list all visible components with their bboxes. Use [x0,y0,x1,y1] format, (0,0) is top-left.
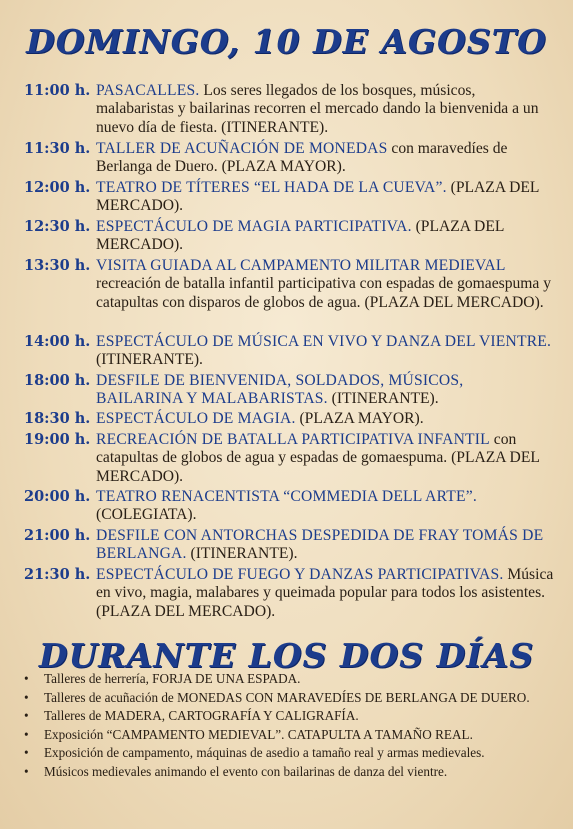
event-name: VISITA GUIADA AL CAMPAMENTO MILITAR MEDIEVAL [96,257,506,274]
event-desc: (ITINERANTE). [327,390,439,408]
list-item [18,671,558,687]
list-item-text: Talleres de herrería, FORJA DE UNA ESPADA. [44,671,301,686]
list-item [18,727,558,743]
bullet-icon: • [24,726,29,742]
schedule-item [24,218,554,255]
activity-list [18,671,558,782]
schedule-item [24,431,554,486]
event-name: ESPECTÁCULO DE FUEGO Y DANZAS PARTICIPATIVAS. [96,566,504,583]
schedule-item [24,82,554,137]
event-time: 11:30 h. [24,140,91,157]
event-desc: Música en vivo, magia, malabares y queimada popular para todos los asistentes. (PLAZA DEL MERCADO). [96,566,554,620]
event-time: 21:00 h. [24,527,91,544]
event-name: DESFILE CON ANTORCHAS DESPEDIDA DE FRAY TOMÁS DE BERLANGA. [96,527,544,563]
list-item-text: Talleres de acuñación de MONEDAS CON MARAVEDÍES DE BERLANGA DE DUERO. [44,689,530,705]
event-desc: con maravedíes de Berlanga de Duero. (PLAZA MAYOR). [96,140,508,176]
event-name: ESPECTÁCULO DE MÚSICA EN VIVO Y DANZA DEL VIENTRE. [96,333,552,350]
event-desc: (COLEGIATA). [96,506,197,524]
event-time: 12:30 h. [24,218,91,235]
list-item-text: Exposición “CAMPAMENTO MEDIEVAL”. CATAPULTA A TAMAÑO REAL. [44,726,473,742]
event-time: 21:30 h. [24,566,91,583]
schedule-item [24,179,554,216]
schedule-item [24,140,554,177]
event-name: TEATRO DE TÍTERES “EL HADA DE LA CUEVA”. [96,179,447,196]
schedule-item [24,372,554,409]
list-item [18,764,558,780]
event-desc: Los seres llegados de los bosques, músicos, malabaristas y bailarinas recorren el mercado dando la bienvenida a un nuevo día de fiesta. (ITINERANTE). [96,82,539,136]
page-title: DOMINGO, 10 DE AGOSTO [26,22,547,61]
event-time: 13:30 h. [24,257,91,274]
schedule-item [24,333,554,370]
event-time: 14:00 h. [24,333,91,350]
event-name: TALLER DE ACUÑACIÓN DE MONEDAS [96,140,388,157]
event-time: 18:30 h. [24,410,91,427]
event-time: 18:00 h. [24,372,91,389]
bullet-icon: • [24,763,29,779]
event-name: ESPECTÁCULO DE MAGIA PARTICIPATIVA. [96,218,412,235]
event-desc: (PLAZA DEL MERCADO). [96,179,539,215]
event-desc: (PLAZA MAYOR). [295,410,424,427]
bullet-icon: • [24,671,29,686]
event-name: DESFILE DE BIENVENIDA, SOLDADOS, MÚSICOS, BAILARINA Y MALABARISTAS. [96,372,464,408]
list-item [18,745,558,761]
event-desc: (ITINERANTE). [96,351,203,369]
list-item [18,690,558,706]
list-item-text: Talleres de MADERA, CARTOGRAFÍA Y CALIGRAFÍA. [44,708,359,723]
list-item-text: Exposición de campamento, máquinas de asedio a tamaño real y armas medievales. [44,745,485,760]
schedule-item [24,488,554,525]
event-desc: recreación de batalla infantil participativa con espadas de gomaespuma y catapultas con disparos de globos de agua. (PLAZA DEL MERCADO). [96,275,552,311]
list-item [18,708,558,724]
bullet-icon: • [24,689,29,705]
event-time: 20:00 h. [24,488,91,505]
schedule-item [24,527,554,564]
event-name: PASACALLES. [96,82,200,99]
bullet-icon: • [24,745,29,760]
event-name: ESPECTÁCULO DE MAGIA. [96,410,296,427]
section-title: DURANTE LOS DOS DÍAS [38,636,535,675]
schedule-item [24,566,554,621]
event-desc: (ITINERANTE). [186,545,298,563]
bullet-icon: • [24,708,29,723]
schedule-item [24,257,554,312]
event-name: TEATRO RENACENTISTA “COMMEDIA DELL ARTE”. [96,488,477,505]
event-time: 12:00 h. [24,179,91,196]
list-item-text: Músicos medievales animando el evento con bailarinas de danza del vientre. [44,763,448,779]
event-desc: (PLAZA DEL MERCADO). [96,218,504,254]
event-time: 11:00 h. [24,82,91,99]
event-name: RECREACIÓN DE BATALLA PARTICIPATIVA INFANTIL [96,431,490,448]
schedule-item [24,410,554,428]
event-time: 19:00 h. [24,431,91,448]
event-desc: con catapultas de globos de agua y espadas de gomaespuma. (PLAZA DEL MERCADO). [96,431,540,485]
